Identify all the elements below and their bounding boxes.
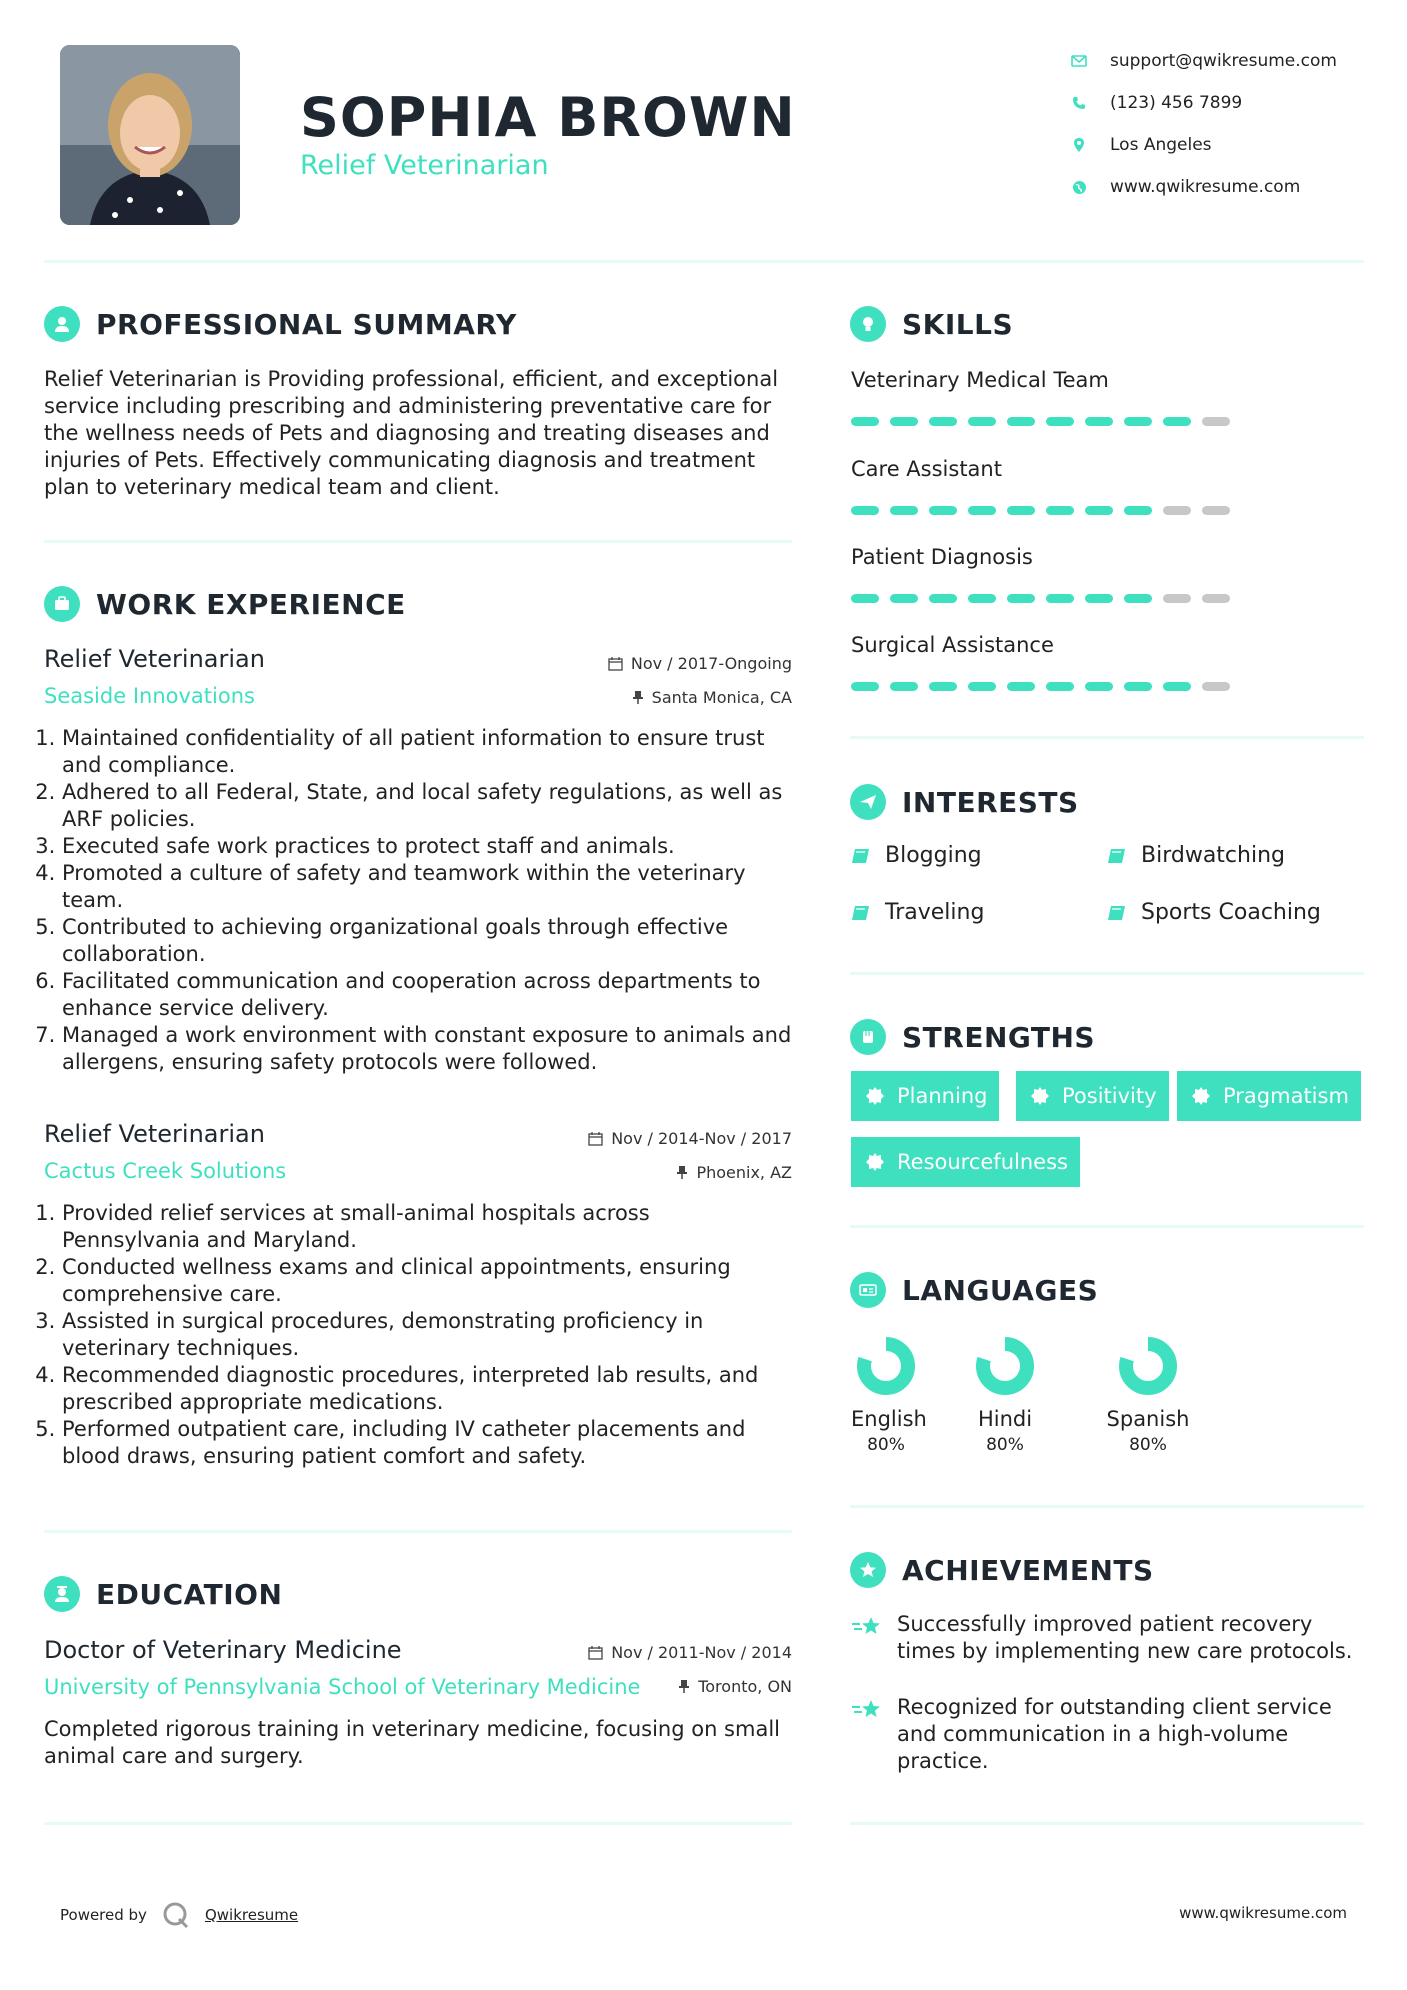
skill-dash: [890, 417, 918, 426]
education-school: University of Pennsylvania School of Veterinary Medicine: [44, 1675, 641, 1699]
achievements-heading: ACHIEVEMENTS: [850, 1552, 1154, 1588]
language-item: [851, 1335, 927, 1455]
interest-item: Sports Coaching: [1107, 900, 1321, 925]
skill-dash: [1202, 506, 1230, 515]
job-1-title: Relief Veterinarian: [44, 645, 265, 673]
badge-icon: [1030, 1086, 1050, 1106]
education-location: Toronto, ON: [678, 1677, 792, 1696]
skill-dash: [929, 682, 957, 691]
list-item: 5. Performed outpatient care, including IV catheter placements and blood draws, ensuring patient comfort and safety.: [62, 1416, 792, 1470]
skill-dash: [1163, 506, 1191, 515]
language-progress-ring: [1117, 1335, 1179, 1397]
contact-website-text: www.qwikresume.com: [1110, 177, 1301, 197]
contact-location: [1068, 124, 1337, 166]
contact-phone-text: (123) 456 7899: [1110, 93, 1243, 113]
skill-dash: [1163, 682, 1191, 691]
badge-icon: [865, 1086, 885, 1106]
skill-dash: [1124, 417, 1152, 426]
skill-dash: [1085, 682, 1113, 691]
summary-text: Relief Veterinarian is Providing professional, efficient, and exceptional service including prescribing and administering preventative care for the wellness needs of Pets and diagnosing and treating diseases and injuries of Pets. Effectively communicating diagnosis and treatment plan to veterinary medical team and client.: [44, 367, 779, 499]
list-item: 1. Provided relief services at small-animal hospitals across Pennsylvania and Maryland.: [62, 1200, 792, 1254]
education-divider: [44, 1822, 792, 1825]
job-1-location: Santa Monica, CA: [632, 688, 792, 707]
skill-dash: [851, 682, 879, 691]
graduate-icon: [44, 1576, 80, 1612]
job-2-duties: [44, 1200, 792, 1470]
calendar-icon: [608, 656, 623, 671]
experience-heading: WORK EXPERIENCE: [44, 586, 406, 622]
language-percent: 80%: [867, 1435, 905, 1455]
contact-phone[interactable]: [1068, 82, 1337, 124]
skill-dash: [968, 682, 996, 691]
language-item: [970, 1335, 1040, 1455]
list-item: 4. Recommended diagnostic procedures, interpreted lab results, and prescribed appropriate medications.: [62, 1362, 792, 1416]
footer-url[interactable]: www.qwikresume.com: [1179, 1904, 1347, 1922]
phone-icon: [1068, 92, 1090, 114]
skill-dash: [851, 594, 879, 603]
list-item: 2. Adhered to all Federal, State, and local safety regulations, as well as ARF policies.: [62, 779, 792, 833]
skill-dash: [1202, 682, 1230, 691]
skill-rating-bar: [851, 417, 1241, 426]
pushpin-icon: [678, 1679, 690, 1694]
shooting-star-icon: [851, 1698, 883, 1722]
book-icon: [1107, 847, 1127, 865]
job-1-company: Seaside Innovations: [44, 684, 255, 708]
skill-name: Care Assistant: [851, 457, 1002, 481]
achievement-item: Successfully improved patient recovery times by implementing new care protocols.: [851, 1611, 1361, 1665]
skill-dash: [1124, 594, 1152, 603]
skill-dash: [1007, 682, 1035, 691]
language-name: Hindi: [977, 1407, 1033, 1431]
job-2-company: Cactus Creek Solutions: [44, 1159, 287, 1183]
education-heading: EDUCATION: [44, 1576, 282, 1612]
skill-dash: [851, 506, 879, 515]
skill-dash: [929, 506, 957, 515]
language-name: Spanish: [1106, 1407, 1190, 1431]
skill-name: Surgical Assistance: [851, 633, 1054, 657]
languages-heading: LANGUAGES: [850, 1272, 1098, 1308]
skill-dash: [1202, 594, 1230, 603]
profile-photo: [60, 45, 240, 225]
pushpin-icon: [676, 1165, 688, 1180]
language-progress-ring: [855, 1335, 917, 1397]
location-pin-icon: [1068, 134, 1090, 156]
skills-heading: SKILLS: [850, 306, 1013, 342]
skill-dash: [968, 506, 996, 515]
candidate-title: Relief Veterinarian: [300, 150, 549, 181]
language-card-icon: [850, 1272, 886, 1308]
qwikresume-logo-icon: [161, 1900, 191, 1930]
list-item: 3. Assisted in surgical procedures, demonstrating proficiency in veterinary techniques.: [62, 1308, 792, 1362]
book-icon: [851, 847, 871, 865]
job-2-date: Nov / 2014-Nov / 2017: [588, 1129, 792, 1148]
skill-dash: [929, 594, 957, 603]
badge-icon: [1191, 1086, 1211, 1106]
language-progress-arc: [1126, 1344, 1170, 1388]
list-item: 2. Conducted wellness exams and clinical appointments, ensuring comprehensive care.: [62, 1254, 792, 1308]
skill-dash: [1046, 506, 1074, 515]
skill-rating-bar: [851, 506, 1241, 515]
skill-dash: [1163, 594, 1191, 603]
skill-dash: [1202, 417, 1230, 426]
experience-divider: [44, 1530, 792, 1533]
skill-dash: [1046, 682, 1074, 691]
calendar-icon: [588, 1645, 603, 1660]
contact-website[interactable]: [1068, 166, 1337, 208]
language-percent: 80%: [986, 1435, 1024, 1455]
achievements-divider: [850, 1822, 1364, 1825]
globe-icon: [1068, 176, 1090, 198]
list-item: 4. Promoted a culture of safety and teamwork within the veterinary team.: [62, 860, 792, 914]
interest-item: Traveling: [851, 900, 984, 925]
language-item: [1103, 1335, 1193, 1455]
interest-item: Birdwatching: [1107, 843, 1285, 868]
skill-dash: [1085, 417, 1113, 426]
star-badge-icon: [850, 1552, 886, 1588]
skill-dash: [1007, 594, 1035, 603]
strength-tag: Pragmatism: [1177, 1071, 1361, 1121]
summary-heading: PROFESSIONAL SUMMARY: [44, 306, 517, 342]
language-progress-arc: [864, 1344, 908, 1388]
list-item: 1. Maintained confidentiality of all patient information to ensure trust and compliance.: [62, 725, 792, 779]
list-item: 7. Managed a work environment with constant exposure to animals and allergens, ensuring safety protocols were followed.: [62, 1022, 792, 1076]
interests-heading: INTERESTS: [850, 784, 1079, 820]
education-date: Nov / 2011-Nov / 2014: [588, 1643, 792, 1662]
summary-divider: [44, 540, 792, 543]
skill-dash: [890, 594, 918, 603]
language-percent: 80%: [1129, 1435, 1167, 1455]
candidate-name: SOPHIA BROWN: [300, 86, 796, 149]
lightbulb-icon: [850, 306, 886, 342]
contact-list: [1068, 40, 1337, 208]
footer-powered-by: Powered by Qwikresume: [60, 1900, 298, 1930]
interests-divider: [850, 972, 1364, 975]
language-progress-arc: [983, 1344, 1027, 1388]
book-icon: [1107, 904, 1127, 922]
job-2-location: Phoenix, AZ: [676, 1163, 792, 1182]
skill-dash: [890, 506, 918, 515]
language-progress-ring: [974, 1335, 1036, 1397]
list-item: 3. Executed safe work practices to protect staff and animals.: [62, 833, 792, 860]
strengths-heading: STRENGTHS: [850, 1019, 1095, 1055]
strengths-divider: [850, 1225, 1364, 1228]
job-1-date: Nov / 2017-Ongoing: [608, 654, 792, 673]
interest-item: Blogging: [851, 843, 982, 868]
job-2-title: Relief Veterinarian: [44, 1120, 265, 1148]
header-divider: [44, 260, 1364, 263]
badge-icon: [865, 1152, 885, 1172]
footer-brand-link[interactable]: Qwikresume: [204, 1906, 299, 1924]
skill-dash: [1007, 506, 1035, 515]
skills-divider: [850, 736, 1364, 739]
strength-tag: Resourcefulness: [851, 1137, 1080, 1187]
list-item: 6. Facilitated communication and cooperation across departments to enhance service delivery.: [62, 968, 792, 1022]
skill-dash: [1007, 417, 1035, 426]
skill-dash: [851, 417, 879, 426]
skill-dash: [1124, 682, 1152, 691]
skill-dash: [968, 417, 996, 426]
contact-email[interactable]: [1068, 40, 1337, 82]
skill-dash: [1085, 506, 1113, 515]
contact-location-text: Los Angeles: [1110, 135, 1212, 155]
book-icon: [851, 904, 871, 922]
achievement-item: Recognized for outstanding client service and communication in a high-volume practice.: [851, 1694, 1361, 1775]
skill-rating-bar: [851, 682, 1241, 691]
skill-dash: [1046, 594, 1074, 603]
job-1-duties: [44, 725, 792, 1076]
skill-dash: [968, 594, 996, 603]
paper-plane-icon: [850, 784, 886, 820]
user-icon: [44, 306, 80, 342]
education-degree: Doctor of Veterinary Medicine: [44, 1636, 402, 1664]
contact-email-text: support@qwikresume.com: [1110, 51, 1337, 71]
education-text: Completed rigorous training in veterinary medicine, focusing on small animal care and surgery.: [44, 1717, 780, 1768]
skill-dash: [1124, 506, 1152, 515]
skill-dash: [1085, 594, 1113, 603]
language-name: English: [851, 1407, 927, 1431]
skill-name: Veterinary Medical Team: [851, 368, 1109, 392]
skill-dash: [890, 682, 918, 691]
skill-rating-bar: [851, 594, 1241, 603]
strength-tag: Positivity: [1016, 1071, 1169, 1121]
pushpin-icon: [632, 690, 644, 705]
skill-name: Patient Diagnosis: [851, 545, 1033, 569]
strength-tag: Planning: [851, 1071, 999, 1121]
shooting-star-icon: [851, 1615, 883, 1639]
languages-divider: [850, 1505, 1364, 1508]
list-item: 5. Contributed to achieving organizational goals through effective collaboration.: [62, 914, 792, 968]
skill-dash: [1046, 417, 1074, 426]
fist-icon: [850, 1019, 886, 1055]
briefcase-icon: [44, 586, 80, 622]
mail-icon: [1068, 50, 1090, 72]
calendar-icon: [588, 1131, 603, 1146]
skill-dash: [929, 417, 957, 426]
skill-dash: [1163, 417, 1191, 426]
